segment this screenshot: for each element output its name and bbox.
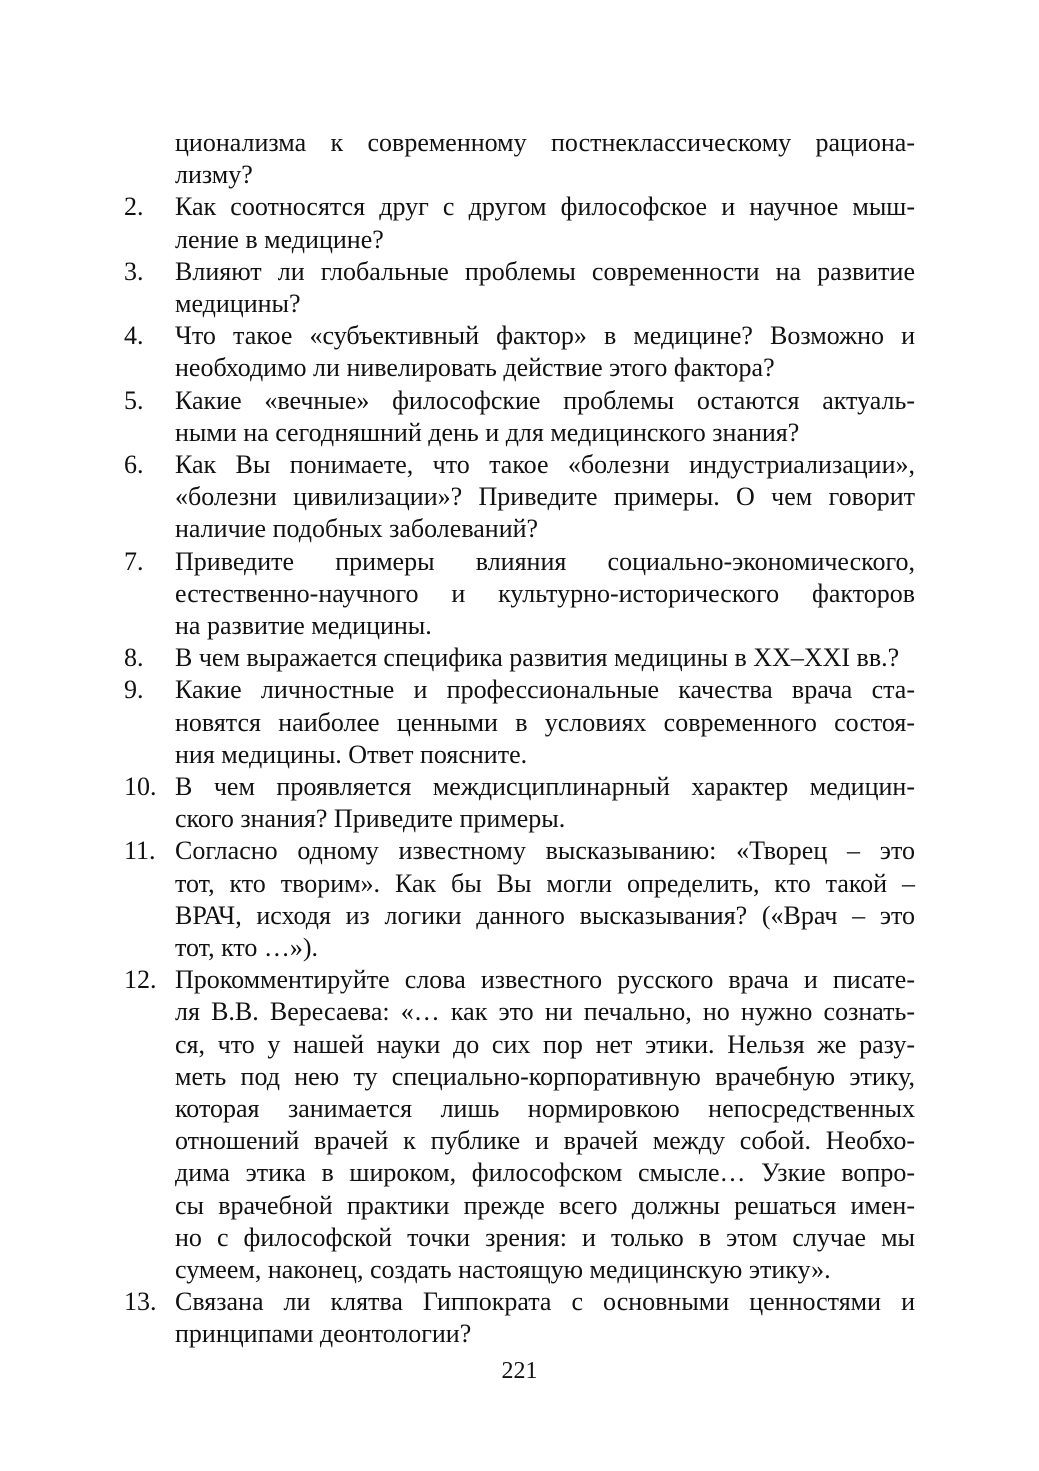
item-text-line: меть под нею ту специально-корпоративную врачебную этику, <box>175 1061 915 1091</box>
item-text-line: тот, кто …»). <box>175 933 319 962</box>
item-text-line: тот, кто творим». Как бы Вы могли определить, кто такой – <box>175 868 915 898</box>
item-number: 13. <box>124 1287 157 1317</box>
item-text-line: естественно-научного и культурно-исторического факторов <box>175 578 915 608</box>
item-text-line: на развитие медицины. <box>175 611 432 640</box>
item-text-line: но с философской точки зрения: и только в этом случае мы <box>175 1222 915 1252</box>
item-text-line: Что такое «субъективный фактор» в медицине? Возможно и <box>175 321 915 351</box>
item-text-line: ВРАЧ, исходя из логики данного высказывания? («Врач – это <box>175 900 915 930</box>
item-number: 2. <box>124 192 144 222</box>
item-text-line: необходимо ли нивелировать действие этого фактора? <box>175 353 775 383</box>
item-text-line: Прокомментируйте слова известного русского врача и писате- <box>175 965 915 995</box>
item-number: 11. <box>124 836 156 866</box>
item-text-line: лизму? <box>175 160 253 190</box>
item-text-line: Какие личностные и профессиональные качества врача ста- <box>175 675 915 705</box>
item-text-line: «болезни цивилизации»? Приведите примеры. О чем говорит <box>175 482 915 512</box>
item-number: 6. <box>124 450 144 479</box>
item-number: 3. <box>124 256 144 286</box>
item-text-line: принципами деонтологии? <box>175 1319 472 1349</box>
item-text-line: дима этика в широком, философском смысле… Узкие вопро- <box>175 1158 915 1188</box>
item-text-line: ся, что у нашей науки до сих пор нет этики. Нельзя же разу- <box>175 1029 915 1059</box>
item-text-line: наличие подобных заболеваний? <box>175 514 539 544</box>
item-text-line: ния медицины. Ответ поясните. <box>175 739 528 769</box>
item-text-line: В чем проявляется междисциплинарный характер медицин- <box>175 772 915 801</box>
item-text-line: ского знания? Приведите примеры. <box>175 804 566 834</box>
item-text-line: ля В.В. Вересаева: «… как это ни печально, но нужно сознать- <box>175 997 915 1027</box>
item-number: 4. <box>124 321 144 351</box>
item-text-line: Связана ли клятва Гиппократа с основными ценностями и <box>175 1287 915 1317</box>
item-number: 10. <box>124 772 157 801</box>
item-number: 9. <box>124 675 144 705</box>
item-text-line: ционализма к современному постнеклассическому рациона- <box>175 128 915 157</box>
item-text-line: Как соотносятся друг с другом философское и научное мыш- <box>175 192 915 222</box>
item-number: 7. <box>124 546 144 576</box>
item-number: 8. <box>124 643 144 673</box>
item-text-line: отношений врачей к публике и врачей между собой. Необхо- <box>175 1126 915 1156</box>
item-text-line: Влияют ли глобальные проблемы современности на развитие <box>175 256 915 286</box>
item-text-line: ными на сегодняшний день и для медицинского знания? <box>175 417 800 447</box>
item-number: 5. <box>124 385 144 415</box>
item-number: 12. <box>124 965 157 995</box>
item-text-line: сы врачебной практики прежде всего должны решаться имен- <box>175 1190 915 1220</box>
item-text-line: Приведите примеры влияния социально-экономического, <box>175 546 915 576</box>
item-text-line: которая занимается лишь нормировкою непосредственных <box>175 1094 915 1123</box>
item-text-line: Согласно одному известному высказыванию: «Творец – это <box>175 836 915 866</box>
item-text-line: новятся наиболее ценными в условиях современного состоя- <box>175 707 915 737</box>
item-text-line: В чем выражается специфика развития медицины в XX–XXI вв.? <box>175 643 900 673</box>
item-text-line: медицины? <box>175 289 301 318</box>
item-text-line: Какие «вечные» философские проблемы остаются актуаль- <box>175 385 915 415</box>
item-text-line: сумеем, наконец, создать настоящую медицинскую этику». <box>175 1255 831 1284</box>
item-text-line: ление в медицине? <box>175 224 384 254</box>
item-text-line: Как Вы понимаете, что такое «болезни индустриализации», <box>175 450 915 479</box>
page-number: 221 <box>501 1358 538 1384</box>
